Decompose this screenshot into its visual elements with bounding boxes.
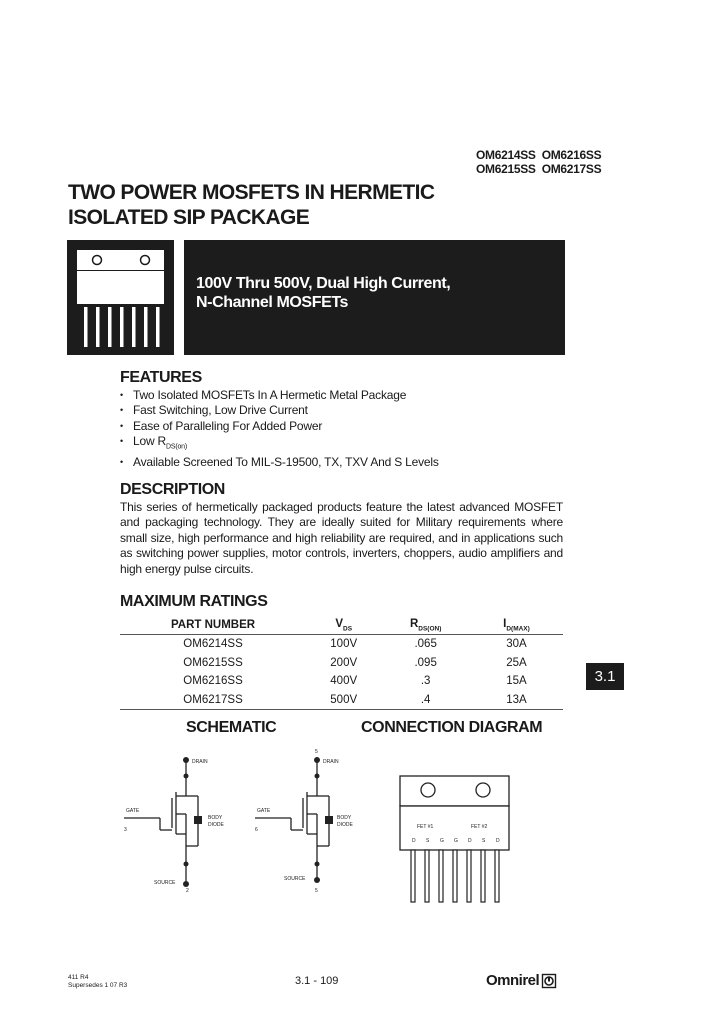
col-id: $I_{D(MAX)}$ (470, 616, 563, 635)
package-tab (400, 776, 509, 806)
pin-label: G (440, 838, 444, 844)
features-list (120, 388, 439, 470)
source-pin-1: 2 (186, 888, 189, 894)
revision-line2: Supersedes 1 07 R3 (68, 982, 128, 989)
package-illustration (67, 240, 174, 355)
drain-label-1: DRAIN (192, 759, 208, 765)
col-part-number: PART NUMBER (120, 616, 306, 635)
pin-label: S (426, 838, 430, 844)
title-line2: ISOLATED SIP PACKAGE (68, 206, 310, 229)
omnirel-logo-icon (542, 974, 556, 988)
pin-label: G (454, 838, 458, 844)
mosfet-schematic (110, 748, 353, 898)
drain-label-2: DRAIN (323, 759, 339, 765)
table-row: OM6217SS 500V .4 13A (120, 691, 563, 710)
ratings-heading: MAXIMUM RATINGS (120, 593, 268, 610)
col-rds: $R_{DS(ON)}$ (381, 616, 470, 635)
diode-label-1: DIODE (208, 822, 224, 828)
source-label-1: SOURCE (154, 880, 176, 886)
pin-label: S (482, 838, 486, 844)
ratings-table (120, 616, 563, 710)
feature-item: • Ease of Paralleling For Added Power (120, 419, 439, 434)
banner-line2: N-Channel MOSFETs (196, 294, 349, 311)
table-header-row (120, 616, 563, 635)
body-diode-icon (325, 816, 333, 824)
part-numbers-row2: OM6215SS OM6217SS (476, 162, 602, 176)
gate-label-2: GATE (257, 808, 271, 814)
body-label-1: BODY (208, 815, 223, 821)
col-vds: $V_{DS}$ (306, 616, 381, 635)
page-number: 3.1 - 109 (295, 975, 339, 987)
feature-item: • Two Isolated MOSFETs In A Hermetic Metal Package (120, 388, 439, 403)
body-label-2: BODY (337, 815, 352, 821)
connection-diagram (395, 772, 515, 906)
body-diode-icon (194, 816, 202, 824)
part-numbers (476, 148, 601, 176)
pins (411, 850, 499, 902)
section-tab: 3.1 (586, 663, 624, 690)
page-title (68, 180, 434, 230)
table-row: OM6214SS 100V .065 30A (183, 638, 527, 651)
pin-label: D (468, 838, 472, 844)
gate-pin-1: 3 (124, 827, 127, 833)
feature-item: • Low $R_{DS(on)}$ (120, 434, 439, 455)
fet1-label: FET #1 (417, 824, 434, 830)
connection-heading: CONNECTION DIAGRAM (361, 719, 543, 736)
diode-label-2: DIODE (337, 822, 353, 828)
feature-item: • Available Screened To MIL-S-19500, TX, TXV And S Levels (120, 455, 439, 470)
rds-subscript: DS(on) (166, 443, 187, 451)
revision-line1: 411 R4 (68, 974, 89, 981)
banner-line1: 100V Thru 500V, Dual High Current, (196, 275, 451, 292)
title-line1: TWO POWER MOSFETS IN HERMETIC (68, 181, 435, 204)
sip-package-icon (67, 240, 174, 355)
source-label-2: SOURCE (284, 876, 306, 882)
schematic-heading: SCHEMATIC (186, 719, 277, 736)
pin-label: D (412, 838, 416, 844)
footer-revision (68, 974, 127, 990)
table-row: OM6216SS 400V .3 15A (183, 675, 527, 688)
features-heading: FEATURES (120, 369, 202, 386)
feature-item: • Fast Switching, Low Drive Current (120, 403, 439, 418)
product-banner (184, 240, 565, 355)
fet2-label: FET #2 (471, 824, 488, 830)
gate-pin-2: 6 (255, 827, 258, 833)
description-text: This series of hermetically packaged products feature the latest advanced MOSFET and packaging technology. They are ideally suited for Military requirements where small size, high performance and high reliability are required, and in applications such as switching power supplies, motor controls, inverters, choppers, audio amplifiers and high energy pulse circuits. (120, 500, 563, 576)
table-row: OM6215SS 200V .095 25A (183, 656, 527, 669)
description-heading: DESCRIPTION (120, 481, 225, 498)
brand-name: Omnirel (486, 972, 540, 989)
pin-label: D (496, 838, 500, 844)
drain-pin-2: 5 (315, 749, 318, 755)
part-numbers-row1: OM6214SS OM6216SS (476, 148, 602, 162)
gate-label-1: GATE (126, 808, 140, 814)
source-pin-2: 5 (315, 888, 318, 894)
brand-logo (486, 972, 556, 989)
